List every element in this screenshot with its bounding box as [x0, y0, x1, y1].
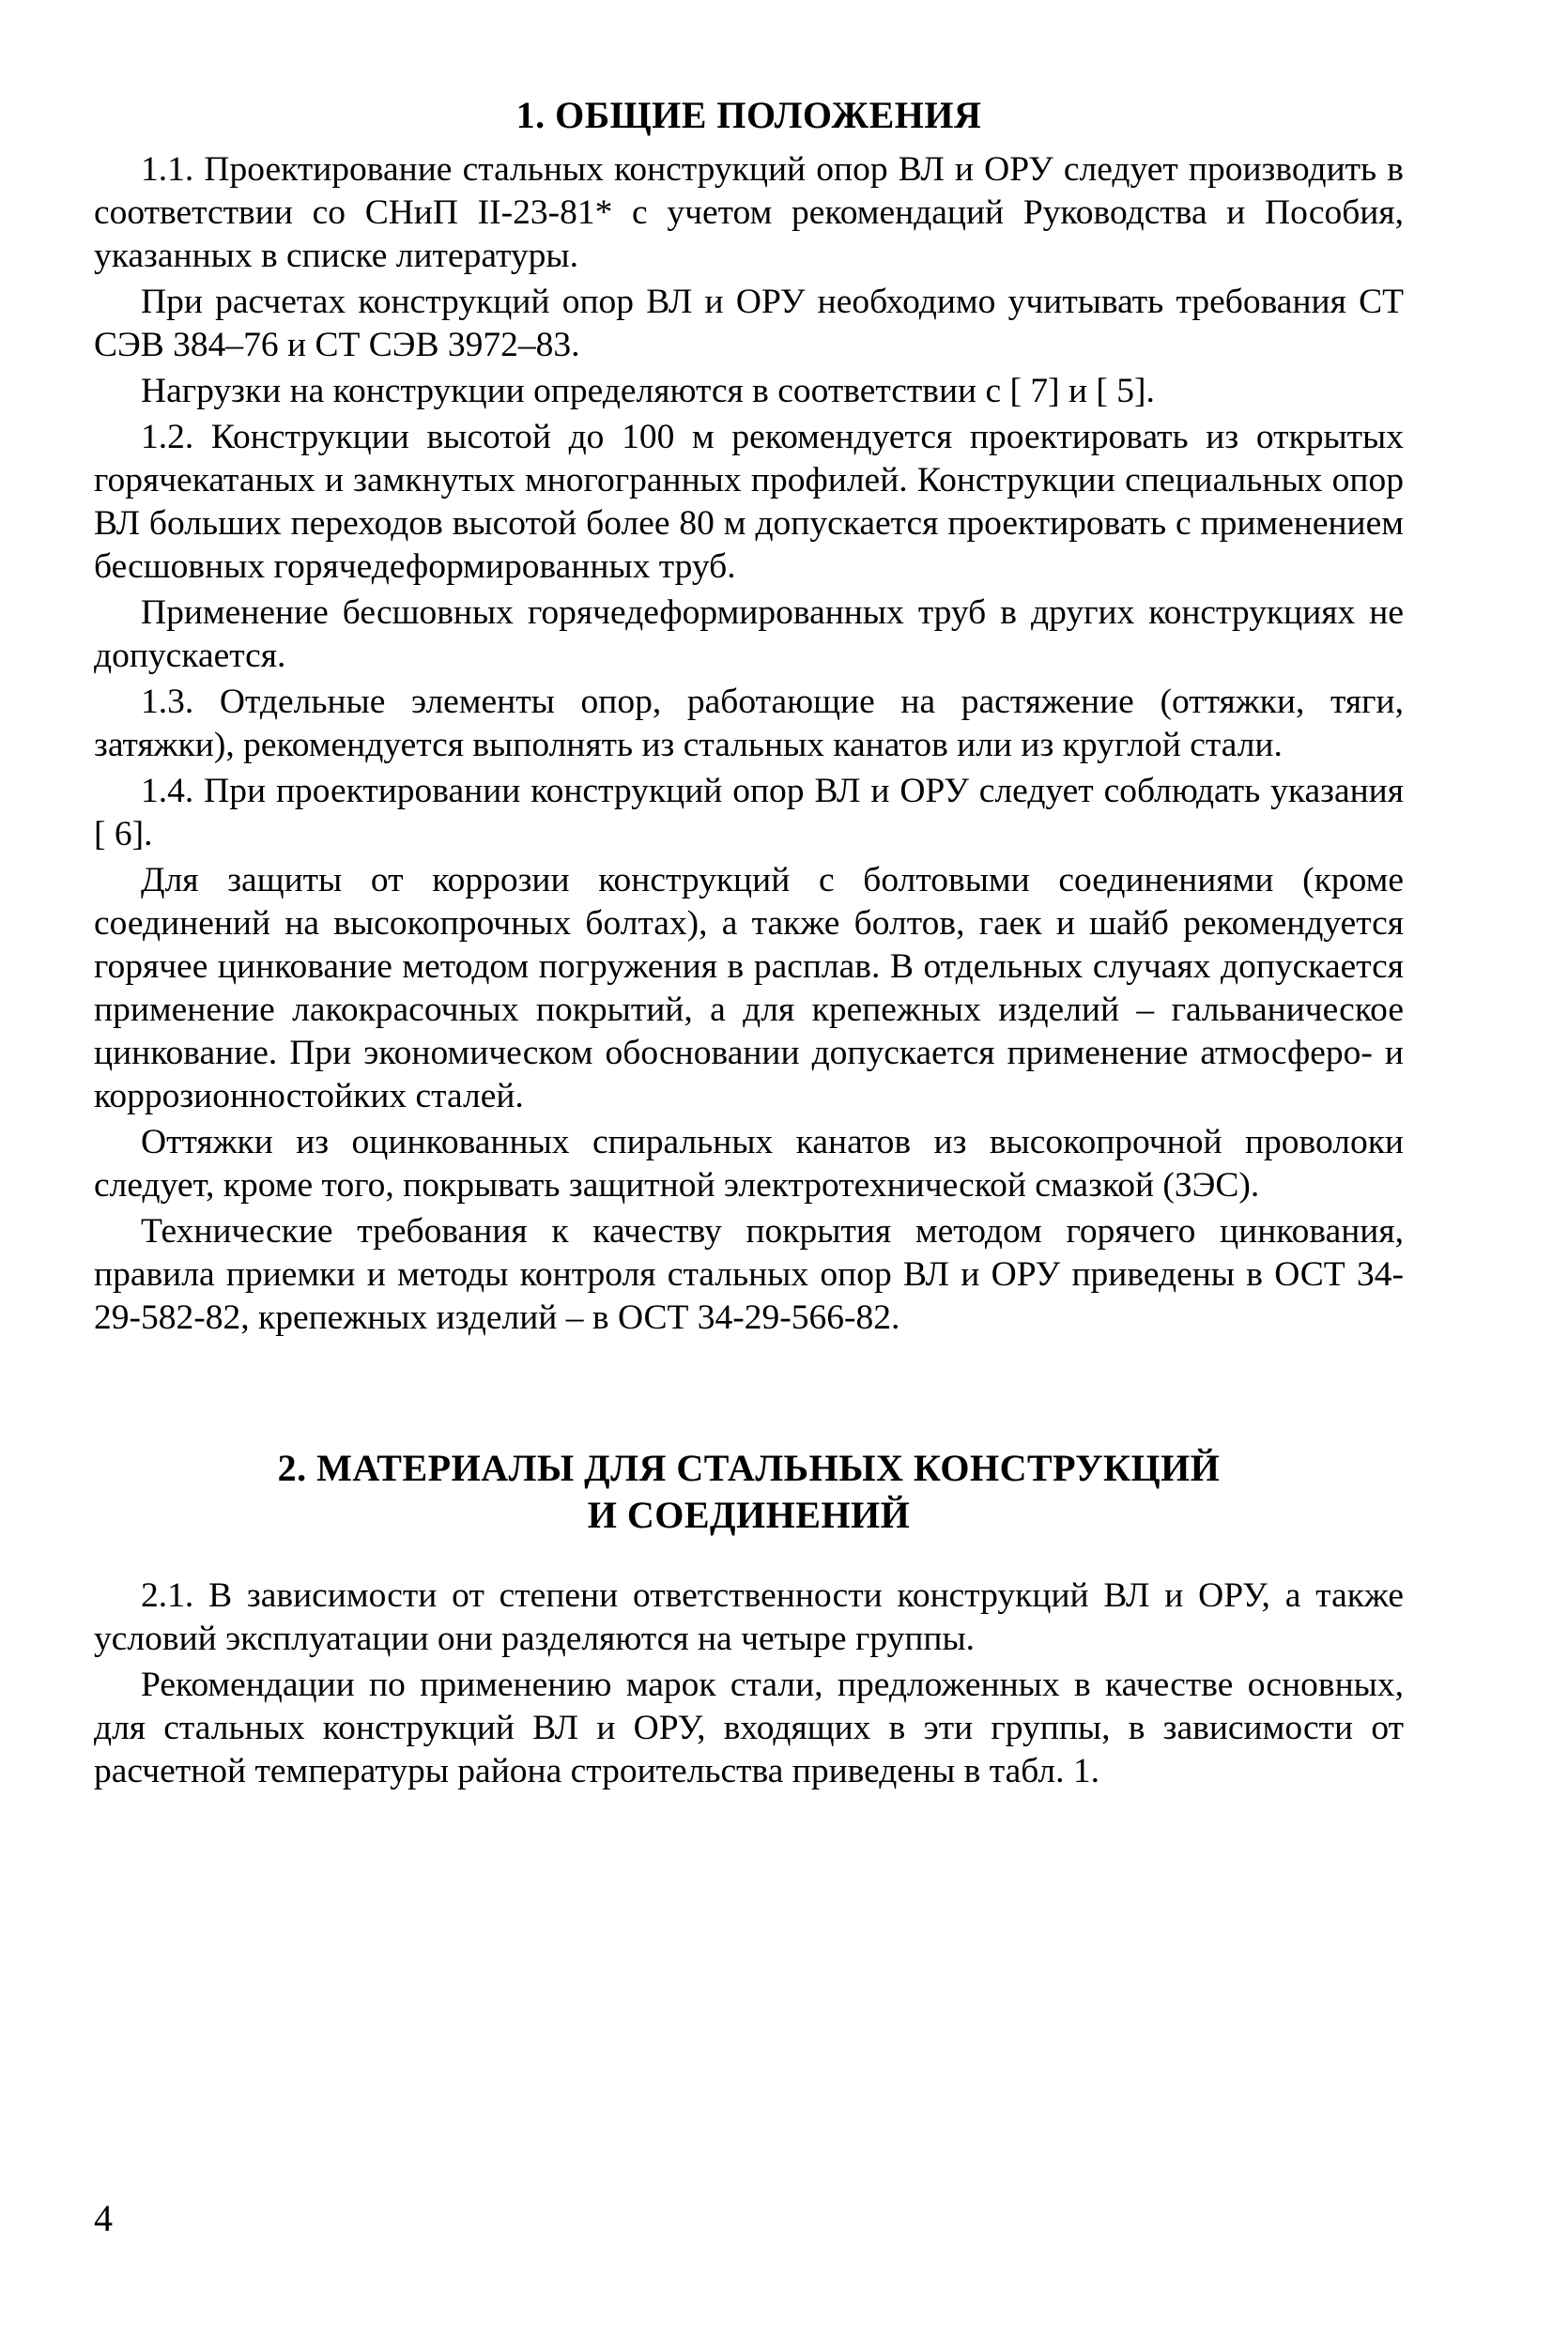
paragraph-1-2: 1.2. Конструкции высотой до 100 м рекомендуется проектировать из открытых горячекатаных и замкнутых многогранных профилей. Конструкции специальных опор ВЛ больших переходов высотой более 80 м допускается проектировать с применением бесшовных горячедеформированных труб.	[94, 418, 1404, 586]
section-2-title	[94, 1445, 1404, 1539]
paragraph-2-1: 2.1. В зависимости от степени ответственности конструкций ВЛ и ОРУ, а также условий эксплуатации они разделяются на четыре группы.	[94, 1576, 1404, 1658]
paragraph-1-1-loads-requirements: При расчетах конструкций опор ВЛ и ОРУ необходимо учитывать требования СТ СЭВ 384–76 и СТ СЭВ 3972–83.	[94, 283, 1404, 364]
paragraph-1-4-technical-requirements: Технические требования к качеству покрытия методом горячего цинкования, правила приемки и методы контроля стальных опор ВЛ и ОРУ приведены в ОСТ 34-29-582-82, крепежных изделий – в ОСТ 34-29-566-82.	[94, 1212, 1404, 1337]
paragraph-1-4-guys: Оттяжки из оцинкованных спиральных канатов из высокопрочной проволоки следует, кроме того, покрывать защитной электротехнической смазкой (ЗЭС).	[94, 1123, 1404, 1205]
page-content	[94, 92, 1404, 1796]
page-number: 4	[94, 2197, 113, 2239]
section-2-title-line-1: 2. МАТЕРИАЛЫ ДЛЯ СТАЛЬНЫХ КОНСТРУКЦИЙ	[277, 1447, 1221, 1489]
paragraph-1-4-corrosion: Для защиты от коррозии конструкций с болтовыми соединениями (кроме соединений на высокопрочных болтах), а также болтов, гаек и шайб рекомендуется горячее цинкование методом погружения в расплав. В отдельных случаях допускается применение лакокрасочных покрытий, а для крепежных изделий – гальваническое цинкование. При экономическом обосновании допускается применение атмосферо- и коррозионностойких сталей.	[94, 861, 1404, 1115]
paragraph-1-4: 1.4. При проектировании конструкций опор ВЛ и ОРУ следует соблюдать указания [ 6].	[94, 772, 1404, 853]
section-2-title-line-2: И СОЕДИНЕНИЙ	[587, 1494, 911, 1536]
paragraph-1-1: 1.1. Проектирование стальных конструкций опор ВЛ и ОРУ следует производить в соответствии со СНиП II-23-81* с учетом рекомендаций Руководства и Пособия, указанных в списке литературы.	[94, 150, 1404, 275]
paragraph-2-1-recommendations: Рекомендации по применению марок стали, предложенных в качестве основных, для стальных конструкций ВЛ и ОРУ, входящих в эти группы, в зависимости от расчетной температуры района строительства приведены в табл. 1.	[94, 1666, 1404, 1790]
paragraph-1-2-pipes: Применение бесшовных горячедеформированных труб в других конструкциях не допускается.	[94, 593, 1404, 675]
section-1-title: 1. ОБЩИЕ ПОЛОЖЕНИЯ	[515, 94, 982, 136]
paragraph-1-1-loads: Нагрузки на конструкции определяются в соответствии с [ 7] и [ 5].	[141, 372, 1155, 410]
paragraph-1-3: 1.3. Отдельные элементы опор, работающие на растяжение (оттяжки, тяги, затяжки), рекомендуется выполнять из стальных канатов или из круглой стали.	[94, 683, 1404, 764]
